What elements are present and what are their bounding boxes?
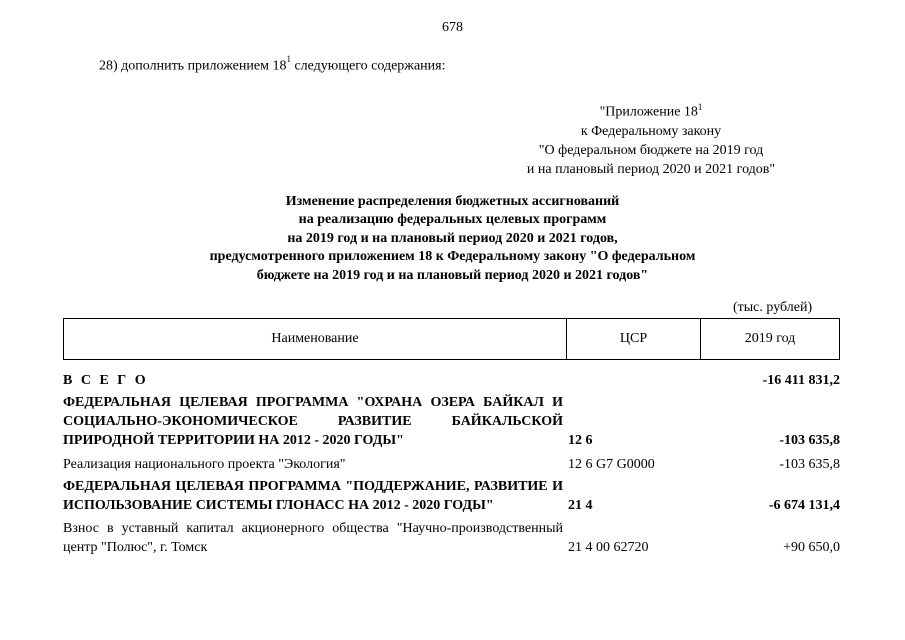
row-name: ФЕДЕРАЛЬНАЯ ЦЕЛЕВАЯ ПРОГРАММА "ОХРАНА ОЗЕРА БАЙКАЛ И СОЦИАЛЬНО-ЭКОНОМИЧЕСКОЕ РАЗВИТИЕ БАЙКАЛЬСКОЙ ПРИРОДНОЙ ТЕРРИТОРИИ НА 2012 - 2020 ГОДЫ": [63, 395, 563, 448]
row-name: Реализация национального проекта "Экология": [63, 457, 346, 472]
row-csr: 21 4: [568, 498, 593, 513]
title-line-5: бюджете на 2019 год и на плановый период 2020 и 2021 годов": [256, 267, 649, 283]
row-amount: +90 650,0: [783, 540, 840, 555]
intro-superscript: 1: [286, 54, 291, 64]
header-name: Наименование: [64, 319, 567, 359]
appendix-ref-superscript: 1: [697, 102, 703, 112]
appendix-reference: [505, 98, 797, 179]
title-line-2: на реализацию федеральных целевых программ: [298, 212, 607, 228]
table-row-program-glonass: [63, 477, 840, 515]
document-title: [150, 193, 755, 285]
appendix-ref-line-3: "О федеральном бюджете на 2019 год: [538, 142, 764, 158]
appendix-ref-line-4: и на плановый период 2020 и 2021 годов": [526, 161, 776, 177]
row-amount: -103 635,8: [779, 433, 840, 448]
row-csr: 12 6: [568, 433, 593, 448]
table-row-ecology: [63, 455, 840, 474]
header-year: 2019 год: [744, 331, 796, 346]
intro-text: 28) дополнить приложением 18: [99, 58, 287, 74]
row-amount: -103 635,8: [779, 457, 840, 472]
row-name: В С Е Г О: [63, 373, 149, 388]
row-csr: 21 4 00 62720: [568, 540, 649, 555]
title-line-1: Изменение распределения бюджетных ассигнований: [285, 194, 620, 209]
row-amount: -6 674 131,4: [768, 498, 840, 513]
appendix-ref-line-2: к Федеральному закону: [580, 123, 722, 139]
intro-paragraph: [99, 56, 446, 75]
intro-suffix: следующего содержания:: [290, 58, 446, 74]
table-header: [63, 318, 840, 360]
table-row-polyus: [63, 519, 840, 557]
table-row-total: [63, 371, 840, 390]
title-line-3: на 2019 год и на плановый период 2020 и 2021 годов,: [287, 230, 618, 246]
row-name: ФЕДЕРАЛЬНАЯ ЦЕЛЕВАЯ ПРОГРАММА "ПОДДЕРЖАНИЕ, РАЗВИТИЕ И ИСПОЛЬЗОВАНИЕ СИСТЕМЫ ГЛОНАСС НА 2012 - 2020 ГОДЫ": [63, 479, 563, 513]
table-row-program-baikal: [63, 393, 840, 450]
header-csr: ЦСР: [567, 319, 701, 359]
appendix-ref-line-1: [505, 98, 797, 122]
row-csr: 12 6 G7 G0000: [568, 457, 655, 472]
page-number: 678: [442, 20, 463, 35]
row-name: Взнос в уставный капитал акционерного общества "Научно-производственный центр "Полюс", г. Томск: [63, 521, 563, 555]
title-line-4: предусмотренного приложением 18 к Федеральному закону "О федеральном: [209, 249, 696, 265]
appendix-ref-line-1-text: "Приложение 18: [599, 104, 698, 120]
row-amount: -16 411 831,2: [762, 373, 840, 388]
units-label: (тыс. рублей): [733, 300, 813, 315]
